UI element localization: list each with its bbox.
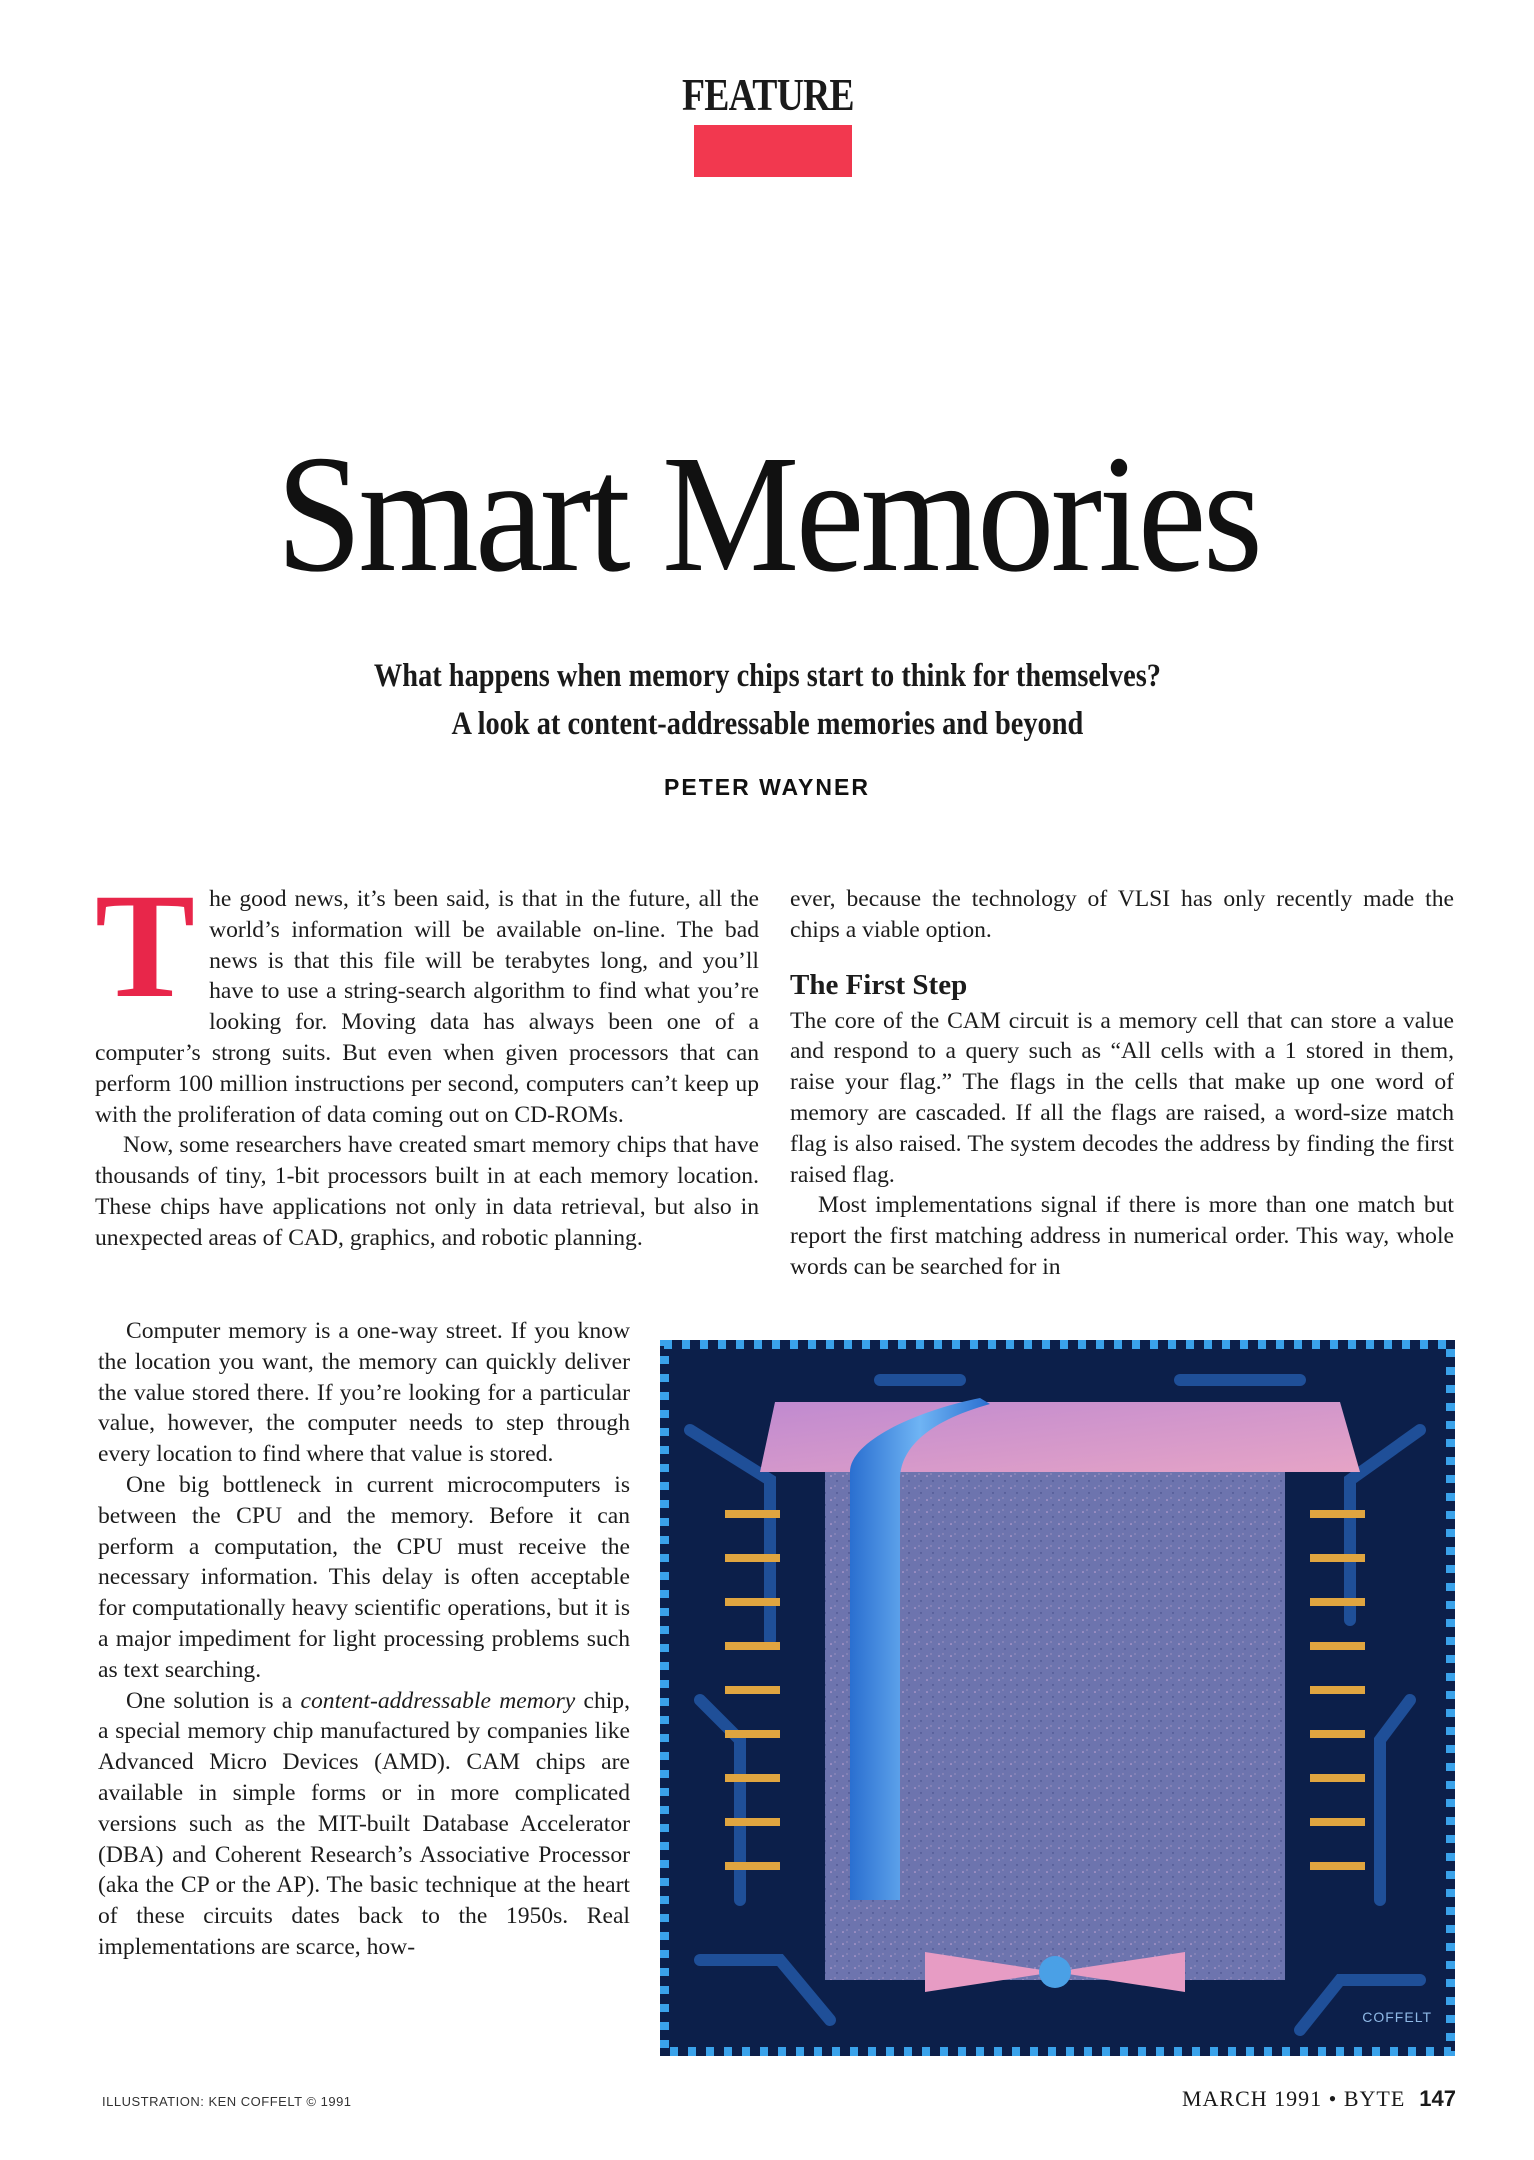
p5-emphasis: content-addressable memory: [300, 1687, 576, 1714]
paragraph-intro-text: he good news, it’s been said, is that in the future, all the world’s information will be available on-line. The bad news is that this file will be terabytes long, and you’ll have to use a string-search algorithm to find what you’re looking for. Moving data has always been one of a computer’s strong suits. But even when given processors that can perform 100 million instructions per second, computers can’t keep up with the proliferation of data coming out on CD-ROMs.: [95, 886, 759, 1128]
illustration-signature: COFFELT: [1362, 2009, 1432, 2025]
chip-top-plate: [760, 1402, 1360, 1472]
deck-line-2: A look at content-addressable memories and beyond: [451, 706, 1084, 742]
page-number: 147: [1419, 2086, 1456, 2111]
folio: [1182, 2086, 1456, 2112]
p5-post: chip, a special memory chip manufactured by companies like Advanced Micro Devices (AMD). CAM chips are available in simple forms or in more complicated versions such as the MIT-built Database Accelerator (DBA) and Coherent Research’s Associative Processor (aka the CP or the AP). The basic technique at the heart of these circuits dates back to the 1950s. Real implementations are scarce, how-: [98, 1687, 630, 1960]
section-label: FEATURE: [682, 69, 854, 120]
paragraph-5: [98, 1686, 630, 1963]
paragraph-3: Computer memory is a one-way street. If you know the location you want, the memory can quickly deliver the value stored there. If you’re looking for a particular value, however, the computer needs to step through every location to find where that value is stored.: [98, 1318, 630, 1468]
illustration-credit: ILLUSTRATION: KEN COFFELT © 1991: [102, 2094, 352, 2109]
paragraph-right-1: ever, because the technology of VLSI has only recently made the chips a viable option.: [790, 886, 1454, 943]
drop-cap: T: [95, 863, 196, 1029]
section-color-bar: [694, 125, 852, 177]
paragraph-right-2: The core of the CAM circuit is a memory cell that can store a value and respond to a query such as “All cells with a 1 stored in them, raise your flag.” The flags in the cells that make up one word of memory are cascaded. If all the flags are raised, a word-size match flag is also raised. The system decodes the address by finding the first raised flag.: [790, 1007, 1454, 1188]
body-column-left-top: [95, 863, 759, 1254]
body-column-left-bottom: [98, 1316, 630, 1963]
paragraph-4: One big bottleneck in current microcomputers is between the CPU and the memory. Before it can perform a computation, the CPU must receive the necessary information. This delay is often acceptable for computationally heavy scientific operations, but it is a major impediment for light processing problems such as text searching.: [98, 1471, 630, 1683]
issue-date: MARCH 1991 • BYTE: [1181, 2086, 1406, 2111]
article-title: Smart Memories: [276, 421, 1260, 607]
paragraph-2: Now, some researchers have created smart memory chips that have thousands of tiny, 1-bit processors built in at each memory location. These chips have applications not only in data retrieval, but also in unexpected areas of CAD, graphics, and robotic planning.: [95, 1132, 759, 1251]
paragraph-intro: [95, 863, 759, 1130]
p5-pre: One solution is a: [126, 1687, 301, 1714]
body-column-right: [790, 884, 1454, 1283]
deck-line-1: What happens when memory chips start to think for themselves?: [373, 658, 1161, 694]
paragraph-right-3: Most implementations signal if there is more than one match but report the first matching address in numerical order. This way, whole words can be searched for in: [790, 1192, 1454, 1280]
bowtie-knot: [1039, 1956, 1071, 1988]
byline: PETER WAYNER: [664, 774, 870, 800]
chip-illustration: [660, 1340, 1455, 2056]
subhead-first-step: The First Step: [790, 968, 968, 1001]
